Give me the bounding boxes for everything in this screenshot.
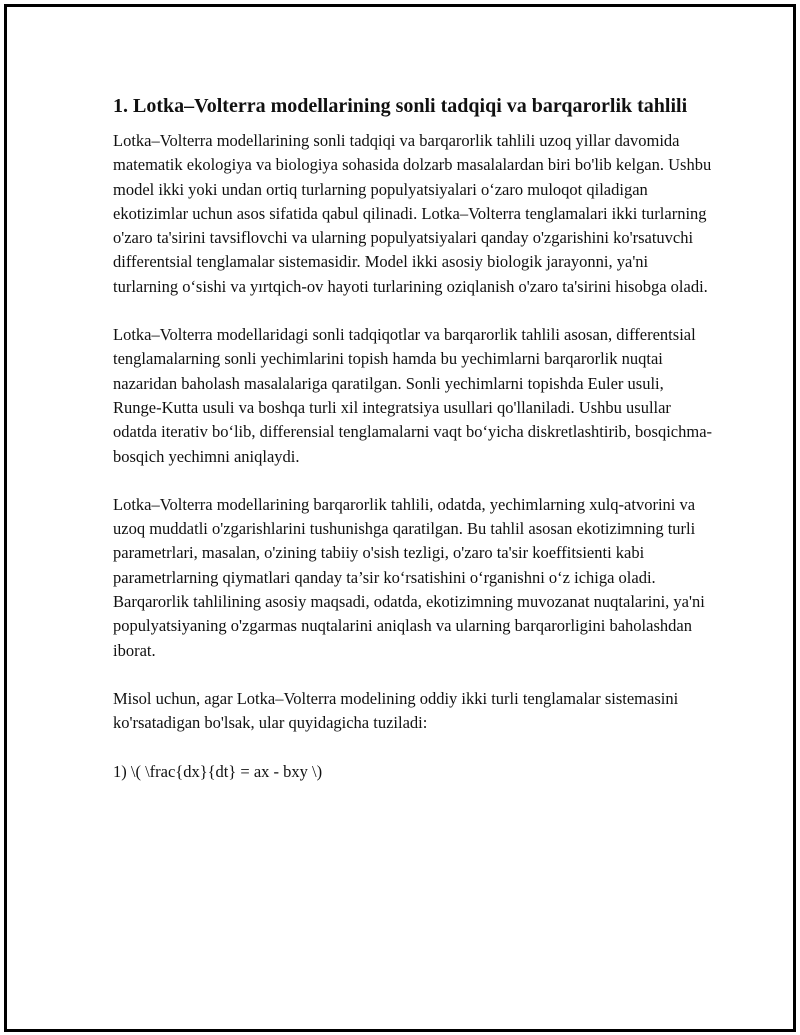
paragraph-3: Lotka–Volterra modellarining barqarorlik tahlili, odatda, yechimlarning xulq-atvorini va uzoq muddatli o'zgarishlarini tushunishga qaratilgan. Bu tahlil asosan ekotizimning turli parametrlari, masalan, o'zining tabiiy o'sish tezligi, o'zaro ta'sir koeffitsienti kabi parametrlarning qiymatlari qanday ta’sir ko‘rsatishini o‘rganishni o‘z ichiga oladi. Barqarorlik tahlilining asosiy maqsadi, odatda, ekotizimning muvozanat nuqtalarini, ya'ni populyatsiyaning o'zgarmas nuqtalarini aniqlash va ularning barqarorligini baholashdan iborat.: [113, 494, 705, 660]
section-title: 1. Lotka–Volterra modellarining sonli tadqiqi va barqarorlik tahlili: [113, 95, 688, 117]
paragraph-2: Lotka–Volterra modellaridagi sonli tadqiqotlar va barqarorlik tahlili asosan, differentsial tenglamalarning sonli yechimlarini topish hamda bu yechimlarni barqarorlik nuqtai nazaridan baholash masalalariga qaratilgan. Sonli yechimlarni topishda Euler usuli, Runge-Kutta usuli va boshqa turli xil integratsiya usullari qo'llaniladi. Ushbu usullar odatda iterativ bo‘lib, differensial tenglamalarni vaqt bo‘yicha diskretlashtirib, bosqichma-bosqich yechimni aniqlaydi.: [113, 325, 713, 466]
document-body: [113, 92, 713, 784]
paragraph-1: Lotka–Volterra modellarining sonli tadqiqi va barqarorlik tahlili uzoq yillar davomida matematik ekologiya va biologiya sohasida dolzarb masalalardan biri bo'lib kelgan. Ushbu model ikki yoki undan ortiq turlarning populyatsiyalari o‘zaro muloqot qiladigan ekotizimlar uchun asos sifatida qabul qilinadi. Lotka–Volterra tenglamalari ikki turlarning o'zaro ta'sirini tavsiflovchi va ularning populyatsiyalari qanday o'zgarishini ko'rsatuvchi differentsial tenglamalar sistemasidir. Model ikki asosiy biologik jarayonni, ya'ni turlarning o‘sishi va yırtqich-ov hayoti turlarining oziqlanish o'zaro ta'sirini hisobga oladi.: [113, 131, 712, 296]
paragraph-4: Misol uchun, agar Lotka–Volterra modelining oddiy ikki turli tenglamalar sistemasini ko'rsatadigan bo'lsak, ular quyidagicha tuziladi:: [113, 688, 679, 733]
formula-1: 1) \( \frac{dx}{dt} = ax - bxy \): [113, 761, 323, 781]
